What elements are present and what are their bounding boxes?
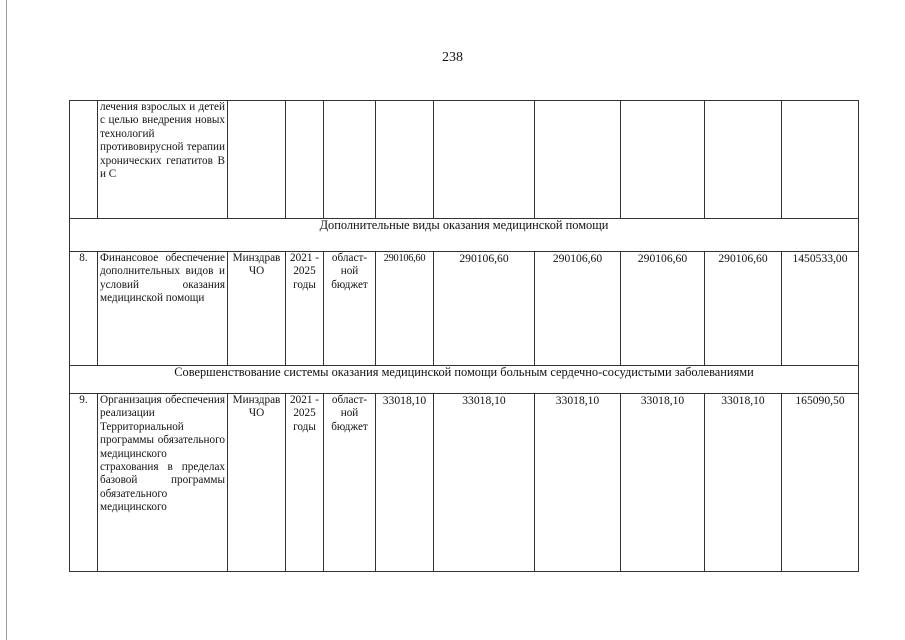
year-value: 33018,10 bbox=[376, 394, 434, 572]
period-cell bbox=[286, 101, 324, 219]
value-cell bbox=[535, 101, 621, 219]
year-value: 290106,60 bbox=[434, 252, 535, 366]
activity-description: Организация обеспечения реализации Территориальной программы обязательного медицинского страхования в пределах базовой программы обязательного медицинского bbox=[98, 394, 228, 572]
year-value: 33018,10 bbox=[705, 394, 782, 572]
section-title: Дополнительные виды оказания медицинской помощи bbox=[70, 219, 859, 252]
section-title: Совершенствование системы оказания медицинской помощи больным сердечно-сосудистыми заболеваниями bbox=[70, 366, 859, 394]
year-value: 290106,60 bbox=[535, 252, 621, 366]
activity-description: Финансовое обеспечение дополнительных видов и условий оказания медицинской помощи bbox=[98, 252, 228, 366]
year-value: 33018,10 bbox=[621, 394, 705, 572]
executor: Минздрав ЧО bbox=[228, 252, 286, 366]
row-number: 9. bbox=[70, 394, 98, 572]
source-cell bbox=[324, 101, 376, 219]
total-value: 1450533,00 bbox=[782, 252, 859, 366]
program-table bbox=[69, 100, 859, 572]
left-margin-line bbox=[6, 0, 7, 640]
value-cell bbox=[434, 101, 535, 219]
executor: Минздрав ЧО bbox=[228, 394, 286, 572]
executor-cell bbox=[228, 101, 286, 219]
table-row bbox=[70, 394, 859, 572]
year-value: 33018,10 bbox=[434, 394, 535, 572]
row-number-cell bbox=[70, 101, 98, 219]
value-cell bbox=[376, 101, 434, 219]
page-number: 238 bbox=[442, 50, 463, 65]
total-cell bbox=[782, 101, 859, 219]
year-value: 290106,60 bbox=[376, 252, 434, 366]
value-cell bbox=[621, 101, 705, 219]
year-value: 290106,60 bbox=[705, 252, 782, 366]
section-row bbox=[70, 219, 859, 252]
period: 2021 - 2025 годы bbox=[286, 252, 324, 366]
table-row bbox=[70, 101, 859, 219]
table-row bbox=[70, 252, 859, 366]
funding-source: област-ной бюджет bbox=[324, 252, 376, 366]
period: 2021 - 2025 годы bbox=[286, 394, 324, 572]
year-value: 33018,10 bbox=[535, 394, 621, 572]
value-cell bbox=[705, 101, 782, 219]
total-value: 165090,50 bbox=[782, 394, 859, 572]
row-number: 8. bbox=[70, 252, 98, 366]
section-row bbox=[70, 366, 859, 394]
activity-description: лечения взрослых и детей с целью внедрения новых технологий противовирусной терапии хронических гепатитов В и С bbox=[98, 101, 228, 219]
funding-source: област-ной бюджет bbox=[324, 394, 376, 572]
year-value: 290106,60 bbox=[621, 252, 705, 366]
